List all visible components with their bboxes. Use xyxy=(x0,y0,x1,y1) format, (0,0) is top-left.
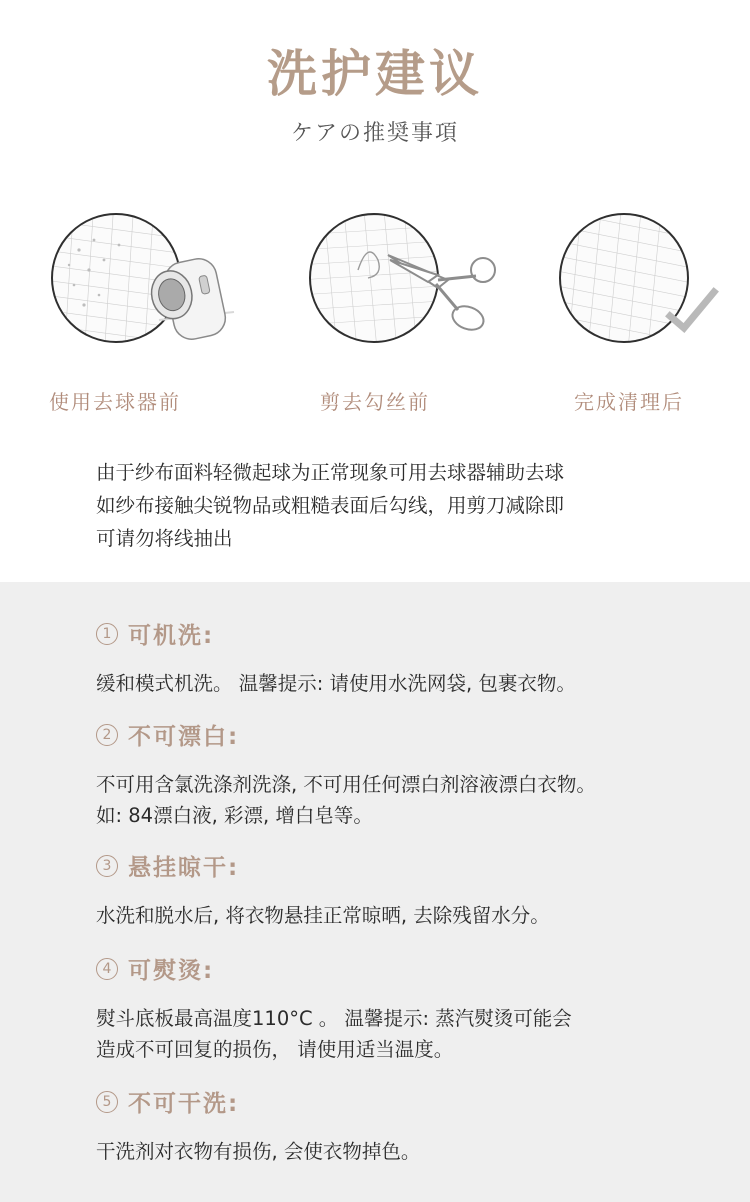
number-badge: 1 xyxy=(96,623,118,645)
figure-label-before-cut: 剪去勾丝前 xyxy=(320,390,430,414)
care-text-line: 干洗剂对衣物有损伤, 会使衣物掉色。 xyxy=(96,1140,421,1163)
care-item-text xyxy=(96,1003,716,1065)
care-item-text xyxy=(96,900,716,931)
scissors-icon xyxy=(298,200,518,375)
top-section xyxy=(0,0,750,582)
number-badge: 2 xyxy=(96,724,118,746)
care-item-text xyxy=(96,668,716,699)
number-badge: 5 xyxy=(96,1091,118,1113)
description-line: 可请勿将线抽出 xyxy=(96,527,233,550)
care-item-heading xyxy=(96,718,716,751)
figure-label-after-cleaning: 完成清理后 xyxy=(574,390,684,414)
care-item-heading xyxy=(96,849,716,882)
figure-before-lint-removal xyxy=(44,200,264,375)
care-text-line: 水洗和脱水后, 将衣物悬挂正常晾晒, 去除残留水分。 xyxy=(96,904,550,927)
care-item-title: 可熨烫: xyxy=(128,958,215,984)
care-text-line: 不可用含氯洗涤剂洗涤, 不可用任何漂白剂溶液漂白衣物。 xyxy=(96,773,596,796)
figure-after-cleaning xyxy=(552,200,750,375)
care-item-heading xyxy=(96,952,716,985)
figure-label-before-lint: 使用去球器前 xyxy=(49,390,181,414)
care-item-title: 可机洗: xyxy=(128,623,215,649)
care-item-heading xyxy=(96,617,716,650)
care-item-title: 不可干洗: xyxy=(128,1091,240,1117)
description xyxy=(96,456,696,555)
care-text-line: 造成不可回复的损伤， 请使用适当温度。 xyxy=(96,1038,454,1061)
care-text-line: 如: 84漂白液, 彩漂, 增白皂等。 xyxy=(96,804,373,827)
care-item-machine-wash xyxy=(96,617,716,699)
care-item-no-bleach xyxy=(96,718,716,831)
description-line: 由于纱布面料轻微起球为正常现象可用去球器辅助去球 xyxy=(96,461,565,484)
care-item-hang-dry xyxy=(96,849,716,931)
care-item-ironable xyxy=(96,952,716,1065)
figure-before-cut-snag xyxy=(298,200,518,375)
page-title: 洗护建议 xyxy=(267,45,483,103)
care-item-text xyxy=(96,1136,716,1167)
number-badge: 4 xyxy=(96,958,118,980)
lint-remover-icon xyxy=(44,200,264,375)
page-subtitle: ケアの推奨事項 xyxy=(290,121,459,146)
care-item-heading xyxy=(96,1085,716,1118)
care-item-title: 悬挂晾干: xyxy=(128,855,240,881)
number-badge: 3 xyxy=(96,855,118,877)
checkmark-icon xyxy=(552,200,750,375)
care-text-line: 缓和模式机洗。 温馨提示: 请使用水洗网袋, 包裹衣物。 xyxy=(96,672,576,695)
care-text-line: 熨斗底板最高温度110°C 。 温馨提示: 蒸汽熨烫可能会 xyxy=(96,1007,572,1030)
care-item-title: 不可漂白: xyxy=(128,724,240,750)
care-item-text xyxy=(96,769,716,831)
care-item-no-dry-clean xyxy=(96,1085,716,1167)
description-line: 如纱布接触尖锐物品或粗糙表面后勾线，用剪刀减除即 xyxy=(96,494,565,517)
